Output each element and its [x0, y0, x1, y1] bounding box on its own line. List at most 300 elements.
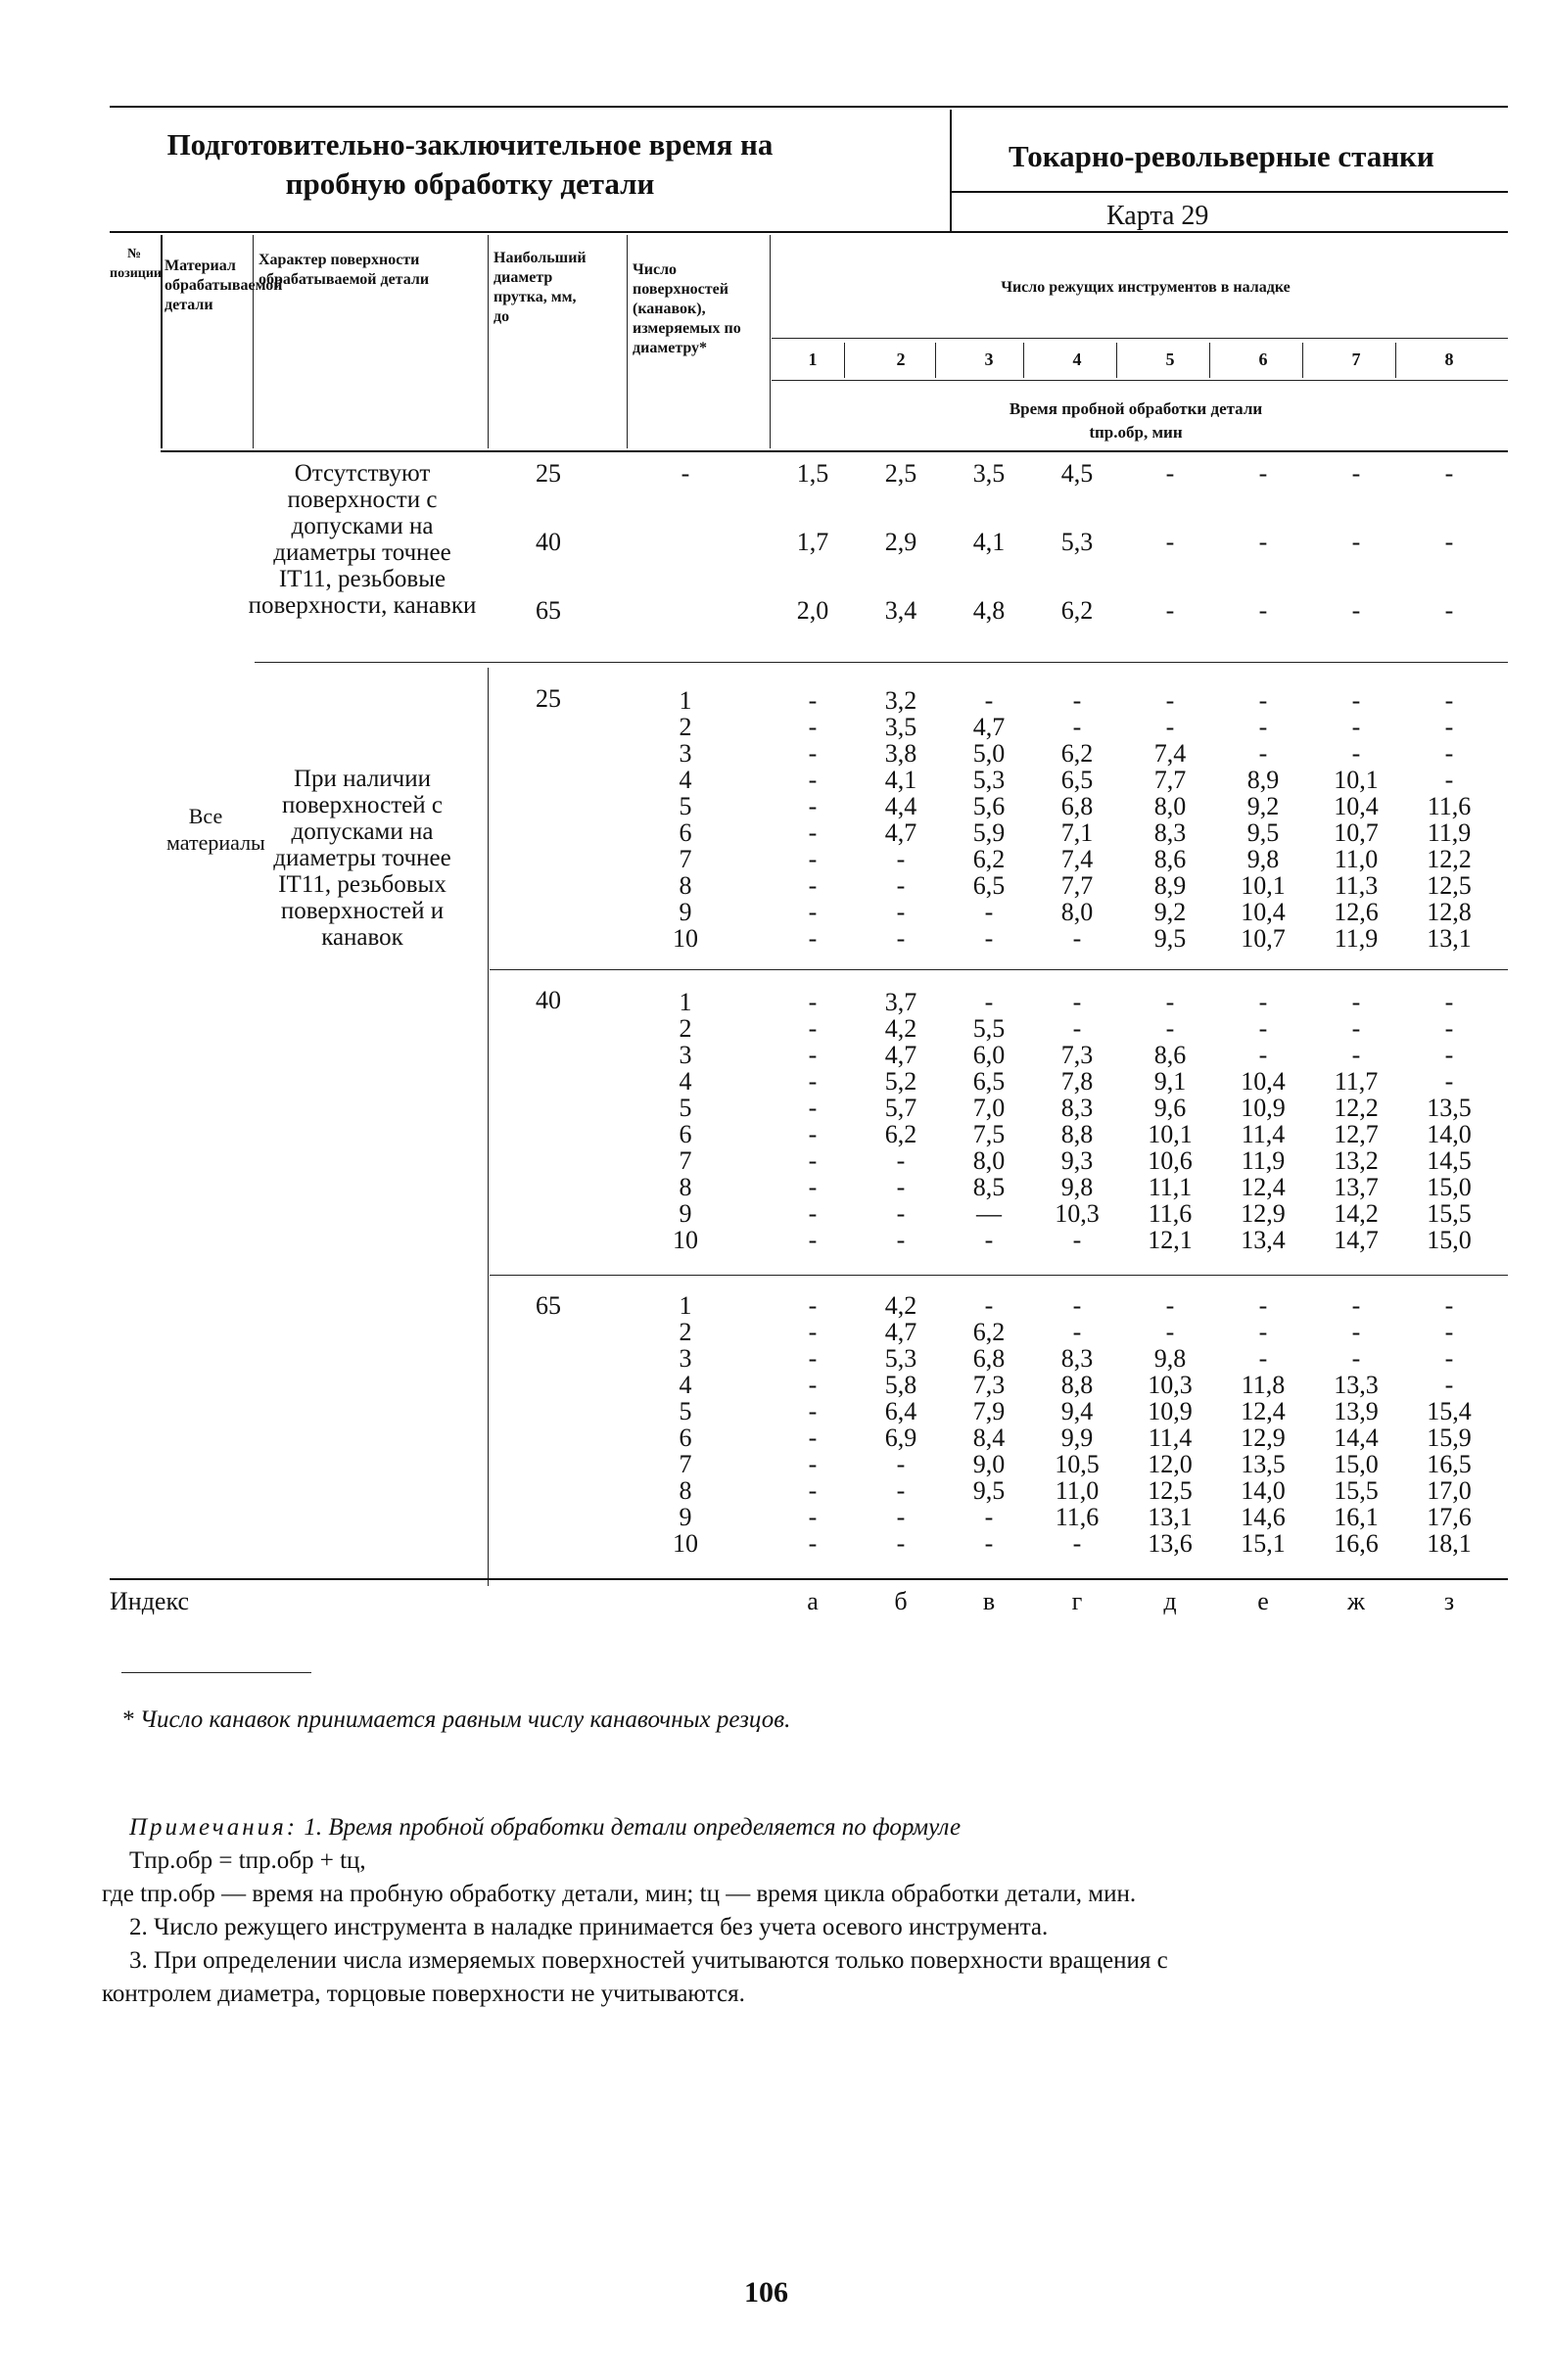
time-cell: 6,5	[972, 871, 1006, 900]
surfaces-count-cell: 10	[673, 1226, 698, 1254]
time-cell: -	[984, 686, 994, 715]
time-cell: 14,2	[1334, 1199, 1379, 1228]
time-cell: 8,9	[1153, 871, 1187, 900]
time-cell: 3,7	[884, 988, 917, 1016]
index-letter: а	[807, 1587, 819, 1615]
time-cell: -	[808, 1041, 818, 1069]
surfaces-count-cell: 9	[679, 898, 692, 926]
time-cell: -	[984, 1529, 994, 1558]
tool-divider	[935, 343, 936, 378]
time-cell: -	[1351, 528, 1361, 556]
time-cell: -	[1258, 1291, 1268, 1320]
time-cell: 12,2	[1427, 845, 1472, 873]
surfaces-cell: -	[681, 459, 690, 488]
page-number: 106	[744, 2276, 788, 2309]
group-rule	[490, 969, 1508, 970]
time-cell: -	[1351, 596, 1361, 625]
time-cell: -	[808, 1423, 818, 1452]
index-letter: е	[1257, 1587, 1269, 1615]
tool-divider	[844, 343, 845, 378]
time-cell: -	[1444, 766, 1454, 794]
diameter-40: 40	[536, 986, 561, 1014]
header-rule	[161, 450, 1508, 452]
surfaces-count-cell: 6	[679, 818, 692, 847]
note-2: 2. Число режущего инструмента в наладке принимается без учета осевого инструмента.	[129, 1914, 1049, 1940]
time-cell: -	[1351, 686, 1361, 715]
time-cell: -	[1072, 1226, 1082, 1254]
time-cell: 8,9	[1246, 766, 1280, 794]
time-cell: -	[808, 1226, 818, 1254]
time-cell: 8,8	[1060, 1120, 1094, 1148]
time-cell: 9,2	[1246, 792, 1280, 820]
time-cell: -	[808, 1450, 818, 1478]
time-cell: 6,2	[972, 1318, 1006, 1346]
time-cell: 2,5	[884, 459, 917, 488]
time-cell: 7,7	[1153, 766, 1187, 794]
time-cell: -	[896, 1226, 906, 1254]
time-cell: 12,9	[1241, 1423, 1286, 1452]
time-cell: -	[808, 686, 818, 715]
time-cell: 3,5	[884, 713, 917, 741]
time-cell: 14,7	[1334, 1226, 1379, 1254]
col-divider	[253, 235, 254, 448]
surfaces-count-cell: 4	[679, 1371, 692, 1399]
tool-number: 3	[984, 350, 994, 369]
time-cell: 15,5	[1427, 1199, 1472, 1228]
surfaces-count-cell: 5	[679, 1094, 692, 1122]
time-cell: -	[808, 898, 818, 926]
time-cell: -	[1444, 1041, 1454, 1069]
time-cell: -	[984, 1503, 994, 1531]
time-cell: 3,8	[884, 739, 917, 768]
time-cell: -	[1351, 739, 1361, 768]
time-cell: 4,1	[884, 766, 917, 794]
time-cell: 10,1	[1241, 871, 1286, 900]
col-diameter: Наибольший диаметр прутка, мм, до	[493, 250, 587, 325]
time-cell: 7,9	[972, 1397, 1006, 1425]
diameter-cell: 40	[536, 528, 561, 556]
time-cell: -	[1444, 1067, 1454, 1096]
time-cell: 4,5	[1060, 459, 1094, 488]
time-cell: -	[808, 1291, 818, 1320]
time-cell: 15,0	[1427, 1226, 1472, 1254]
header-bottom-rule	[110, 231, 1508, 233]
time-cell: 6,5	[1060, 766, 1094, 794]
time-cell: 11,6	[1055, 1503, 1100, 1531]
time-cell: -	[1258, 686, 1268, 715]
time-cell: 15,9	[1427, 1423, 1472, 1452]
surfaces-count-cell: 8	[679, 1173, 692, 1201]
col-divider	[770, 235, 771, 448]
time-cell: -	[1258, 1344, 1268, 1373]
time-cell: 14,5	[1427, 1146, 1472, 1175]
time-cell: 4,2	[884, 1014, 917, 1043]
tool-divider	[1395, 343, 1396, 378]
time-cell: 13,1	[1427, 924, 1472, 953]
time-cell: -	[984, 1291, 994, 1320]
surfaces-count-cell: 3	[679, 1344, 692, 1373]
surfaces-count-cell: 2	[679, 1318, 692, 1346]
time-cell: 9,8	[1060, 1173, 1094, 1201]
time-cell: 6,0	[972, 1041, 1006, 1069]
tool-number-row	[772, 343, 1508, 378]
time-cell: 9,8	[1246, 845, 1280, 873]
time-cell: 12,6	[1334, 898, 1379, 926]
time-cell: 14,6	[1241, 1503, 1286, 1531]
time-cell: -	[1072, 988, 1082, 1016]
surfaces-count-cell: 5	[679, 1397, 692, 1425]
time-cell: -	[984, 924, 994, 953]
time-cell: -	[896, 1146, 906, 1175]
time-cell: -	[1165, 988, 1175, 1016]
surfaces-count-cell: 1	[679, 686, 692, 715]
time-cell: -	[1444, 988, 1454, 1016]
diameter-cell: 65	[536, 596, 561, 625]
time-cell: -	[1444, 459, 1454, 488]
time-cell: 6,8	[972, 1344, 1006, 1373]
surface-desc-tolerance: При наличии поверхностей с допусками на диаметры точнее IT11, резьбовых поверхностей и канавок	[273, 766, 451, 951]
surfaces-count-cell: 10	[673, 924, 698, 953]
time-cell: 12,5	[1427, 871, 1472, 900]
time-cell: 11,7	[1334, 1067, 1379, 1096]
time-cell: -	[808, 1067, 818, 1096]
note-1	[129, 1811, 1500, 1844]
tool-number: 5	[1165, 350, 1175, 369]
time-cell: 13,5	[1427, 1094, 1472, 1122]
time-cell: -	[1444, 528, 1454, 556]
tool-number: 2	[896, 350, 906, 369]
time-cell: -	[896, 1450, 906, 1478]
time-cell: -	[808, 792, 818, 820]
time-cell: -	[1258, 1041, 1268, 1069]
time-cell: -	[1351, 988, 1361, 1016]
time-cell: 11,4	[1148, 1423, 1193, 1452]
col-divider	[488, 235, 489, 448]
time-cell: -	[1351, 1041, 1361, 1069]
index-letter: в	[982, 1587, 996, 1615]
time-cell: 10,4	[1241, 898, 1286, 926]
time-cell: 9,9	[1060, 1423, 1094, 1452]
time-cell: -	[808, 871, 818, 900]
time-cell: 10,4	[1334, 792, 1379, 820]
index-letter: д	[1163, 1587, 1177, 1615]
diameter-25: 25	[536, 684, 561, 713]
time-cell: 8,5	[972, 1173, 1006, 1201]
time-cell: 5,2	[884, 1067, 917, 1096]
time-cell: -	[896, 1476, 906, 1505]
top-rule	[110, 106, 1508, 108]
time-cell: -	[1258, 1318, 1268, 1346]
section-title: Токарно-револьверные станки	[1009, 139, 1434, 173]
note-3b: контролем диаметра, торцовые поверхности не учитываются.	[102, 1981, 745, 2007]
time-cell: 6,8	[1060, 792, 1094, 820]
time-cell: 7,4	[1060, 845, 1094, 873]
index-letter: ж	[1347, 1587, 1365, 1615]
index-letter: г	[1071, 1587, 1083, 1615]
surfaces-count-cell: 1	[679, 988, 692, 1016]
time-cell: 9,5	[1246, 818, 1280, 847]
time-cell: 9,5	[972, 1476, 1006, 1505]
surfaces-count-cell: 5	[679, 792, 692, 820]
tool-number: 1	[808, 350, 818, 369]
time-cell: -	[808, 988, 818, 1016]
time-cell: -	[1351, 713, 1361, 741]
note-1-text: 1. Время пробной обработки детали определяется по формуле	[304, 1814, 962, 1841]
time-cell: 5,0	[972, 739, 1006, 768]
time-cell: 10,7	[1334, 818, 1379, 847]
time-cell: -	[808, 924, 818, 953]
time-cell: -	[1072, 1291, 1082, 1320]
time-cell: 10,3	[1148, 1371, 1193, 1399]
time-cell: -	[896, 845, 906, 873]
time-cell: 1,7	[796, 528, 829, 556]
index-label: Индекс	[110, 1587, 189, 1615]
time-cell: 4,2	[884, 1291, 917, 1320]
time-cell: -	[896, 871, 906, 900]
time-cell: 4,7	[884, 818, 917, 847]
title-line-1: Подготовительно-заключительное время на	[166, 127, 774, 162]
time-cell: -	[896, 1173, 906, 1201]
time-cell: 12,9	[1241, 1199, 1286, 1228]
time-cell: 8,0	[972, 1146, 1006, 1175]
time-cell: 11,6	[1427, 792, 1472, 820]
diameter-cell: 25	[536, 459, 561, 488]
tool-divider	[1116, 343, 1117, 378]
surfaces-count-cell: 9	[679, 1199, 692, 1228]
time-cell: 7,7	[1060, 871, 1094, 900]
time-cell: 8,0	[1153, 792, 1187, 820]
section-rule	[952, 191, 1508, 193]
time-cell: 6,2	[1060, 739, 1094, 768]
time-cell: 11,6	[1148, 1199, 1193, 1228]
time-cell: -	[1444, 596, 1454, 625]
time-cell: 12,5	[1148, 1476, 1193, 1505]
surfaces-count-cell: 8	[679, 1476, 692, 1505]
time-cell: -	[1444, 739, 1454, 768]
time-cell: 18,1	[1427, 1529, 1472, 1558]
time-cell: 13,7	[1334, 1173, 1379, 1201]
time-cell: 13,1	[1148, 1503, 1193, 1531]
time-cell: -	[1072, 924, 1082, 953]
time-cell: -	[1165, 1291, 1175, 1320]
time-cell: 4,8	[972, 596, 1006, 625]
time-cell: -	[1258, 528, 1268, 556]
time-cell: -	[808, 1120, 818, 1148]
time-cell: 10,9	[1148, 1397, 1193, 1425]
time-cell: -	[808, 1318, 818, 1346]
surfaces-count-cell: 6	[679, 1423, 692, 1452]
time-cell: -	[1258, 596, 1268, 625]
time-cell: 6,5	[972, 1067, 1006, 1096]
time-cell: 13,4	[1241, 1226, 1286, 1254]
time-cell: 11,0	[1055, 1476, 1100, 1505]
time-cell: -	[1444, 713, 1454, 741]
time-cell: 7,8	[1060, 1067, 1094, 1096]
time-cell: -	[896, 1199, 906, 1228]
time-cell: 7,3	[972, 1371, 1006, 1399]
time-cell: -	[1444, 686, 1454, 715]
time-cell: 14,0	[1241, 1476, 1286, 1505]
note-1b: где tпр.обр — время на пробную обработку детали, мин; tц — время цикла обработки детали, мин.	[102, 1881, 1137, 1907]
time-cell: 1,5	[796, 459, 829, 488]
time-cell: -	[1258, 459, 1268, 488]
time-cell: 2,0	[796, 596, 829, 625]
time-cell: 8,6	[1153, 1041, 1187, 1069]
surfaces-count-cell: 7	[679, 845, 692, 873]
time-cell: 13,2	[1334, 1146, 1379, 1175]
time-cell: -	[808, 1199, 818, 1228]
time-cell: 8,0	[1060, 898, 1094, 926]
time-cell: 6,9	[884, 1423, 917, 1452]
surfaces-count-cell: 7	[679, 1146, 692, 1175]
time-cell: -	[1072, 1529, 1082, 1558]
time-cell: 17,0	[1427, 1476, 1472, 1505]
time-cell: 4,1	[972, 528, 1006, 556]
surfaces-count-cell: 4	[679, 766, 692, 794]
time-cell: -	[1165, 528, 1175, 556]
time-cell: -	[808, 766, 818, 794]
time-cell: 3,5	[972, 459, 1006, 488]
time-cell: -	[1072, 713, 1082, 741]
time-cell: 12,1	[1148, 1226, 1193, 1254]
time-cell: 9,6	[1153, 1094, 1187, 1122]
time-cell: 7,4	[1153, 739, 1187, 768]
col-divider	[488, 668, 489, 1586]
index-letter: б	[894, 1587, 908, 1615]
tool-number: 4	[1072, 350, 1082, 369]
time-cell: 15,0	[1334, 1450, 1379, 1478]
time-cell: -	[1258, 988, 1268, 1016]
time-cell: 10,3	[1055, 1199, 1100, 1228]
time-cell: -	[984, 1226, 994, 1254]
time-cell: 16,5	[1427, 1450, 1472, 1478]
time-cell: -	[808, 713, 818, 741]
time-cell: 11,8	[1241, 1371, 1286, 1399]
time-cell: -	[1165, 596, 1175, 625]
notes-heading: Примечания:	[129, 1814, 299, 1841]
surfaces-count-cell: 10	[673, 1529, 698, 1558]
time-cell: -	[1258, 1014, 1268, 1043]
time-cell: 5,3	[1060, 528, 1094, 556]
time-cell: -	[1351, 459, 1361, 488]
time-cell: 6,2	[884, 1120, 917, 1148]
time-cell: -	[1444, 1014, 1454, 1043]
time-cell: 4,7	[972, 713, 1006, 741]
time-cell: -	[1072, 1318, 1082, 1346]
time-cell: 8,6	[1153, 845, 1187, 873]
time-cell: 12,4	[1241, 1397, 1286, 1425]
time-cell: -	[808, 845, 818, 873]
surfaces-count-cell: 7	[679, 1450, 692, 1478]
time-cell: -	[808, 1094, 818, 1122]
time-cell: 13,9	[1334, 1397, 1379, 1425]
time-cell: 5,8	[884, 1371, 917, 1399]
time-cell: -	[1444, 1291, 1454, 1320]
index-letter: з	[1443, 1587, 1455, 1615]
time-cell: 6,2	[1060, 596, 1094, 625]
time-cell: 13,6	[1148, 1529, 1193, 1558]
col-material: Материал обрабатываемой детали	[164, 257, 283, 313]
time-cell: 12,4	[1241, 1173, 1286, 1201]
col-surfaces-count: Число поверхностей (канавок), измеряемых по диаметру*	[633, 261, 741, 356]
time-cell: -	[808, 1529, 818, 1558]
time-cell: -	[896, 1529, 906, 1558]
time-cell: -	[1072, 1014, 1082, 1043]
time-cell: 10,1	[1148, 1120, 1193, 1148]
time-cell: 2,9	[884, 528, 917, 556]
time-cell: 8,3	[1060, 1344, 1094, 1373]
time-cell: 5,9	[972, 818, 1006, 847]
time-cell: 5,3	[884, 1344, 917, 1373]
time-cell: -	[1165, 686, 1175, 715]
time-cell: -	[808, 739, 818, 768]
time-cell: 10,9	[1241, 1094, 1286, 1122]
time-cell: 6,4	[884, 1397, 917, 1425]
time-cell: 5,3	[972, 766, 1006, 794]
surfaces-count-cell: 8	[679, 871, 692, 900]
page-title	[157, 125, 783, 204]
time-cell: 5,7	[884, 1094, 917, 1122]
time-cell: 9,0	[972, 1450, 1006, 1478]
time-cell: 14,0	[1427, 1120, 1472, 1148]
time-symbol: tпр.обр, мин	[1089, 423, 1183, 442]
time-cell: 4,7	[884, 1041, 917, 1069]
group-rule	[490, 1275, 1508, 1276]
time-cell: 4,7	[884, 1318, 917, 1346]
time-cell: -	[1444, 1344, 1454, 1373]
time-cell: 5,5	[972, 1014, 1006, 1043]
col-position: № позиции	[110, 247, 162, 281]
time-cell: 11,1	[1148, 1173, 1193, 1201]
surfaces-count-cell: 3	[679, 739, 692, 768]
time-cell: 10,1	[1334, 766, 1379, 794]
time-cell: —	[976, 1199, 1002, 1228]
surfaces-count-cell: 6	[679, 1120, 692, 1148]
time-cell: 10,6	[1148, 1146, 1193, 1175]
time-cell: 10,4	[1241, 1067, 1286, 1096]
group-rule	[255, 662, 1508, 663]
time-cell: -	[808, 1503, 818, 1531]
time-cell: -	[808, 1397, 818, 1425]
time-cell: 12,0	[1148, 1450, 1193, 1478]
time-cell: 4,4	[884, 792, 917, 820]
footnote-rule	[121, 1672, 311, 1673]
note-3a: 3. При определении числа измеряемых поверхностей учитываются только поверхности вращения с	[129, 1947, 1168, 1974]
time-cell: 16,6	[1334, 1529, 1379, 1558]
time-cell: 15,0	[1427, 1173, 1472, 1201]
tool-divider	[1023, 343, 1024, 378]
time-cell: 7,1	[1060, 818, 1094, 847]
time-cell: 9,5	[1153, 924, 1187, 953]
time-cell: 8,8	[1060, 1371, 1094, 1399]
tool-number: 8	[1444, 350, 1454, 369]
tools-rule	[772, 380, 1508, 381]
time-cell: 7,0	[972, 1094, 1006, 1122]
tool-number: 6	[1258, 350, 1268, 369]
time-cell: -	[808, 1146, 818, 1175]
time-cell: -	[1444, 1318, 1454, 1346]
time-cell: 9,4	[1060, 1397, 1094, 1425]
time-cell: -	[1165, 1014, 1175, 1043]
time-cell: -	[896, 924, 906, 953]
time-cell: 10,5	[1055, 1450, 1100, 1478]
note-formula: Tпр.обр = tпр.обр + tц,	[129, 1847, 366, 1874]
time-cell: 11,0	[1334, 845, 1379, 873]
col-divider	[161, 235, 163, 448]
time-cell: -	[1351, 1344, 1361, 1373]
time-cell: 7,5	[972, 1120, 1006, 1148]
time-cell: -	[1165, 713, 1175, 741]
